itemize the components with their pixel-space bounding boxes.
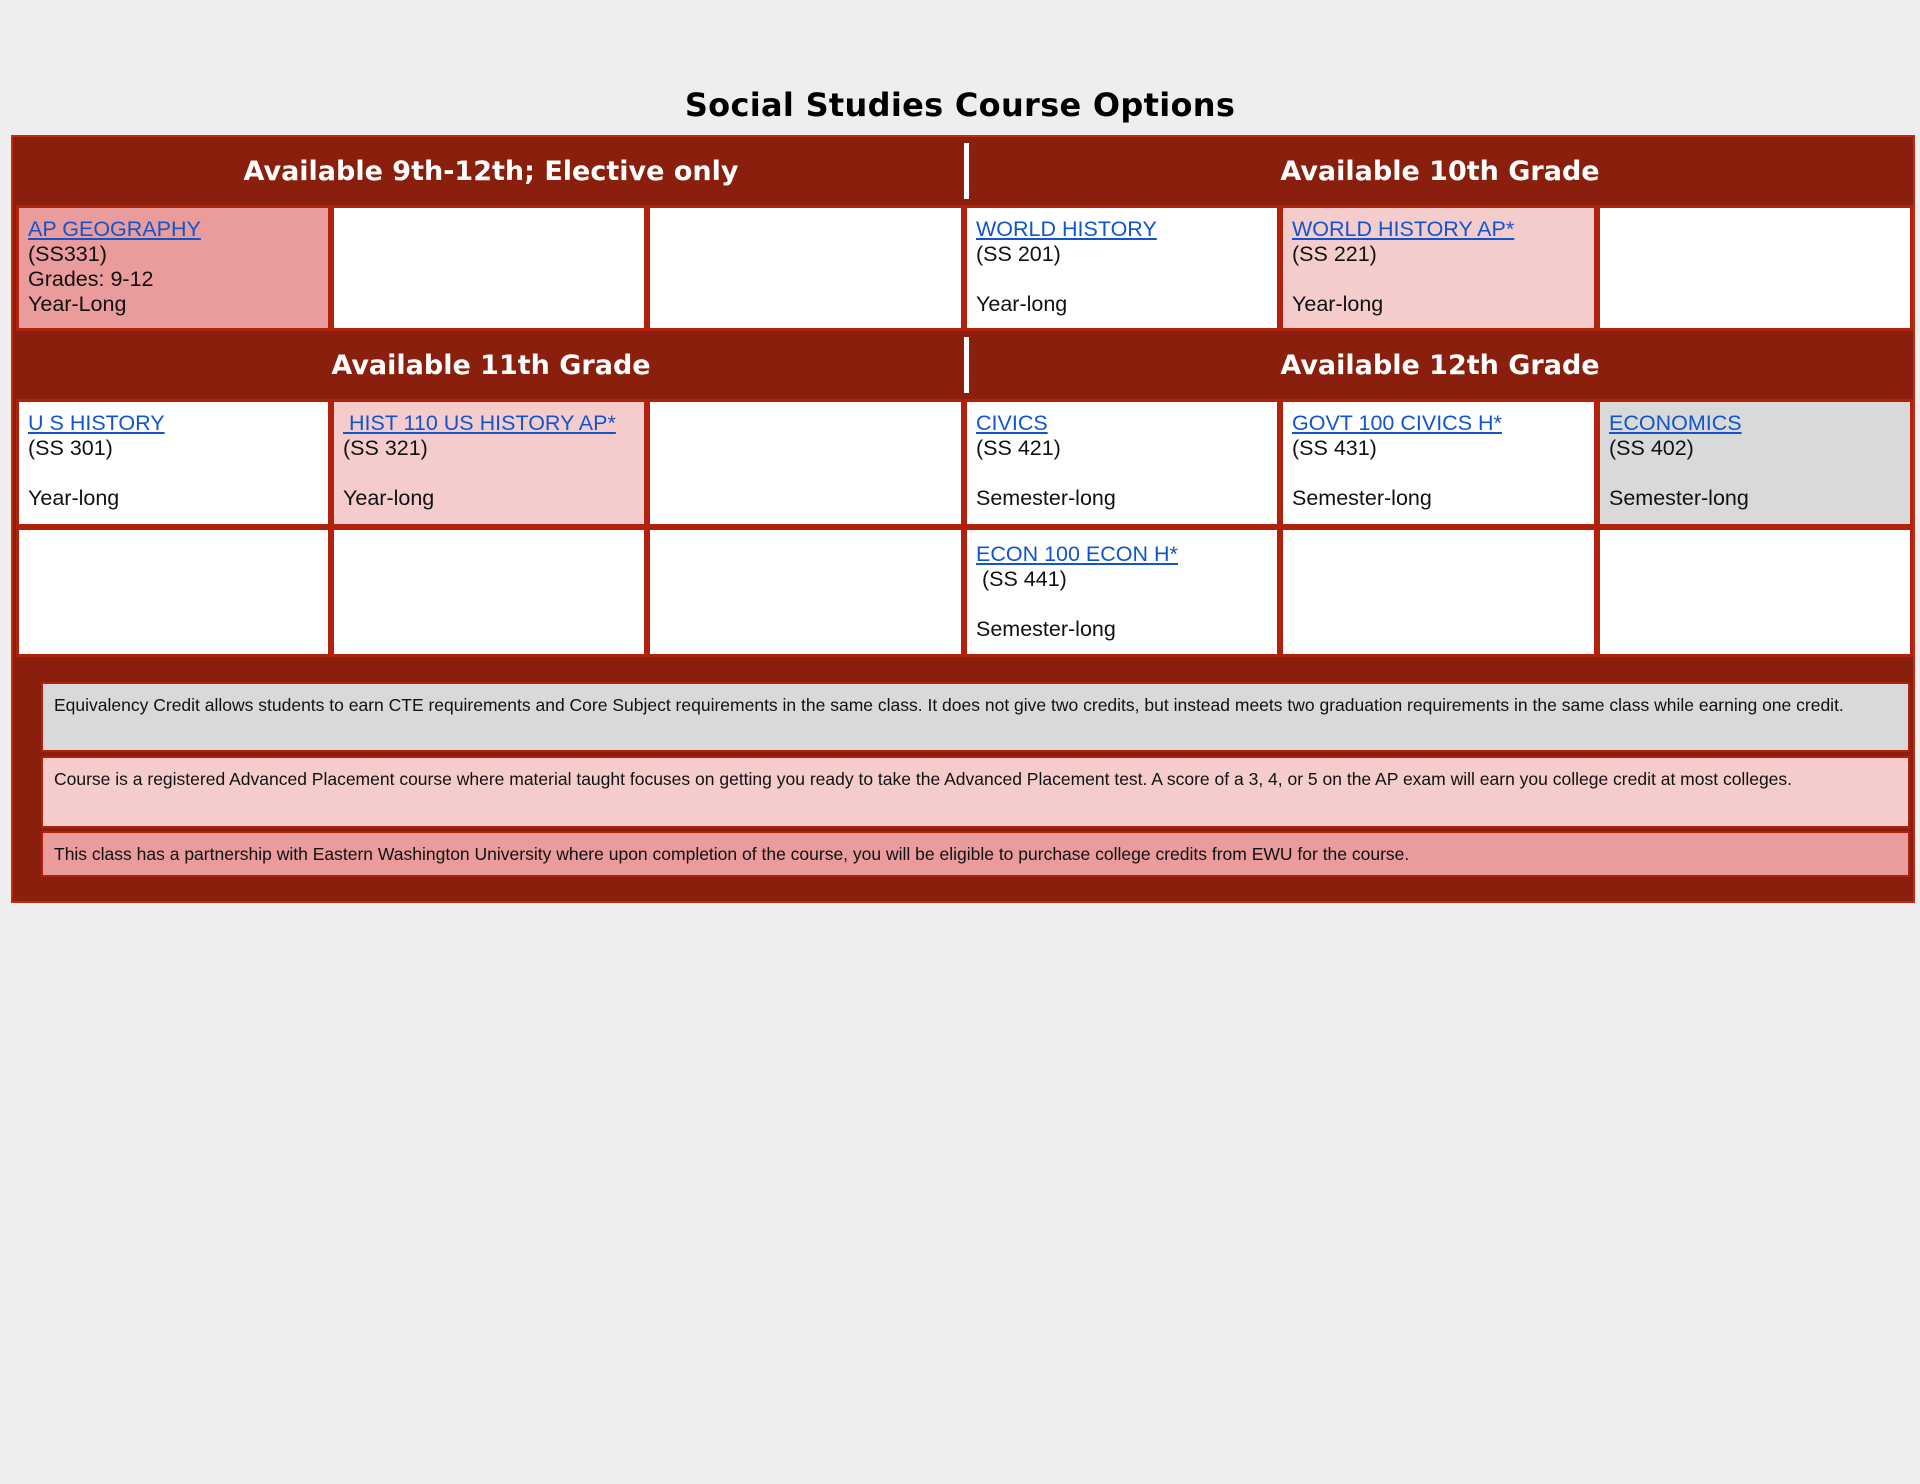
- course-code: (SS331): [28, 242, 107, 266]
- course-link-ap-geography[interactable]: AP GEOGRAPHY: [28, 217, 201, 241]
- empty-cell: [1597, 527, 1913, 657]
- section-heading-grade11: Available 11th Grade: [16, 334, 966, 396]
- legend-equivalency-credit: Equivalency Credit allows students to earn CTE requirements and Core Subject requirements in the same class. It does not give two credits, but instead meets two graduation requirements in the same class while earning one credit.: [41, 682, 1910, 752]
- empty-cell: [331, 205, 647, 331]
- course-code: (SS 201): [976, 242, 1061, 266]
- course-table: [11, 135, 1915, 903]
- course-code: (SS 421): [976, 436, 1061, 460]
- legend-ewu-partnership: This class has a partnership with Eastern Washington University where upon completion of the course, you will be eligible to purchase college credits from EWU for the course.: [41, 831, 1910, 877]
- course-length: Year-long: [343, 486, 435, 510]
- empty-cell: [647, 205, 964, 331]
- course-grades: Grades: 9-12: [28, 267, 154, 291]
- course-code: (SS 321): [343, 436, 428, 460]
- page-title: Social Studies Course Options: [684, 86, 1236, 124]
- section-heading-grade12: Available 12th Grade: [970, 334, 1910, 396]
- course-cell-hist-110: [331, 399, 647, 527]
- course-length: Year-long: [976, 292, 1068, 316]
- course-link-civics[interactable]: CIVICS: [976, 411, 1048, 435]
- course-cell-economics: [1597, 399, 1913, 527]
- course-code: (SS 431): [1292, 436, 1377, 460]
- course-cell-us-history: [16, 399, 331, 527]
- course-length: Semester-long: [1292, 486, 1432, 510]
- course-code: (SS 441): [976, 567, 1067, 591]
- course-length: Semester-long: [976, 617, 1116, 641]
- course-link-us-history[interactable]: U S HISTORY: [28, 411, 165, 435]
- course-link-world-history-ap[interactable]: WORLD HISTORY AP*: [1292, 217, 1515, 241]
- course-cell-civics: [964, 399, 1280, 527]
- section-heading-grade10: Available 10th Grade: [970, 140, 1910, 202]
- heading-divider: [964, 337, 969, 393]
- course-cell-world-history: [964, 205, 1280, 331]
- legend-advanced-placement: Course is a registered Advanced Placement course where material taught focuses on getting you ready to take the Advanced Placement test. A score of a 3, 4, or 5 on the AP exam will earn you college credit at most colleges.: [41, 756, 1910, 828]
- course-length: Year-long: [28, 486, 120, 510]
- empty-cell: [647, 527, 964, 657]
- course-length: Semester-long: [976, 486, 1116, 510]
- heading-divider: [964, 143, 969, 199]
- course-code: (SS 402): [1609, 436, 1694, 460]
- course-length: Year-Long: [28, 292, 127, 316]
- empty-cell: [1280, 527, 1597, 657]
- course-cell-world-history-ap: [1280, 205, 1597, 331]
- course-link-govt-100[interactable]: GOVT 100 CIVICS H*: [1292, 411, 1502, 435]
- course-link-economics[interactable]: ECONOMICS: [1609, 411, 1742, 435]
- course-length: Year-long: [1292, 292, 1384, 316]
- course-code: (SS 301): [28, 436, 113, 460]
- course-code: (SS 221): [1292, 242, 1377, 266]
- course-cell-econ-100: [964, 527, 1280, 657]
- empty-cell: [16, 527, 331, 657]
- empty-cell: [647, 399, 964, 527]
- course-cell-govt-100: [1280, 399, 1597, 527]
- course-link-world-history[interactable]: WORLD HISTORY: [976, 217, 1157, 241]
- section-heading-elective: Available 9th-12th; Elective only: [16, 140, 966, 202]
- course-length: Semester-long: [1609, 486, 1749, 510]
- course-cell-ap-geography: [16, 205, 331, 331]
- course-link-econ-100[interactable]: ECON 100 ECON H*: [976, 542, 1178, 566]
- empty-cell: [1597, 205, 1913, 331]
- course-link-hist-110[interactable]: HIST 110 US HISTORY AP*: [343, 411, 616, 435]
- empty-cell: [331, 527, 647, 657]
